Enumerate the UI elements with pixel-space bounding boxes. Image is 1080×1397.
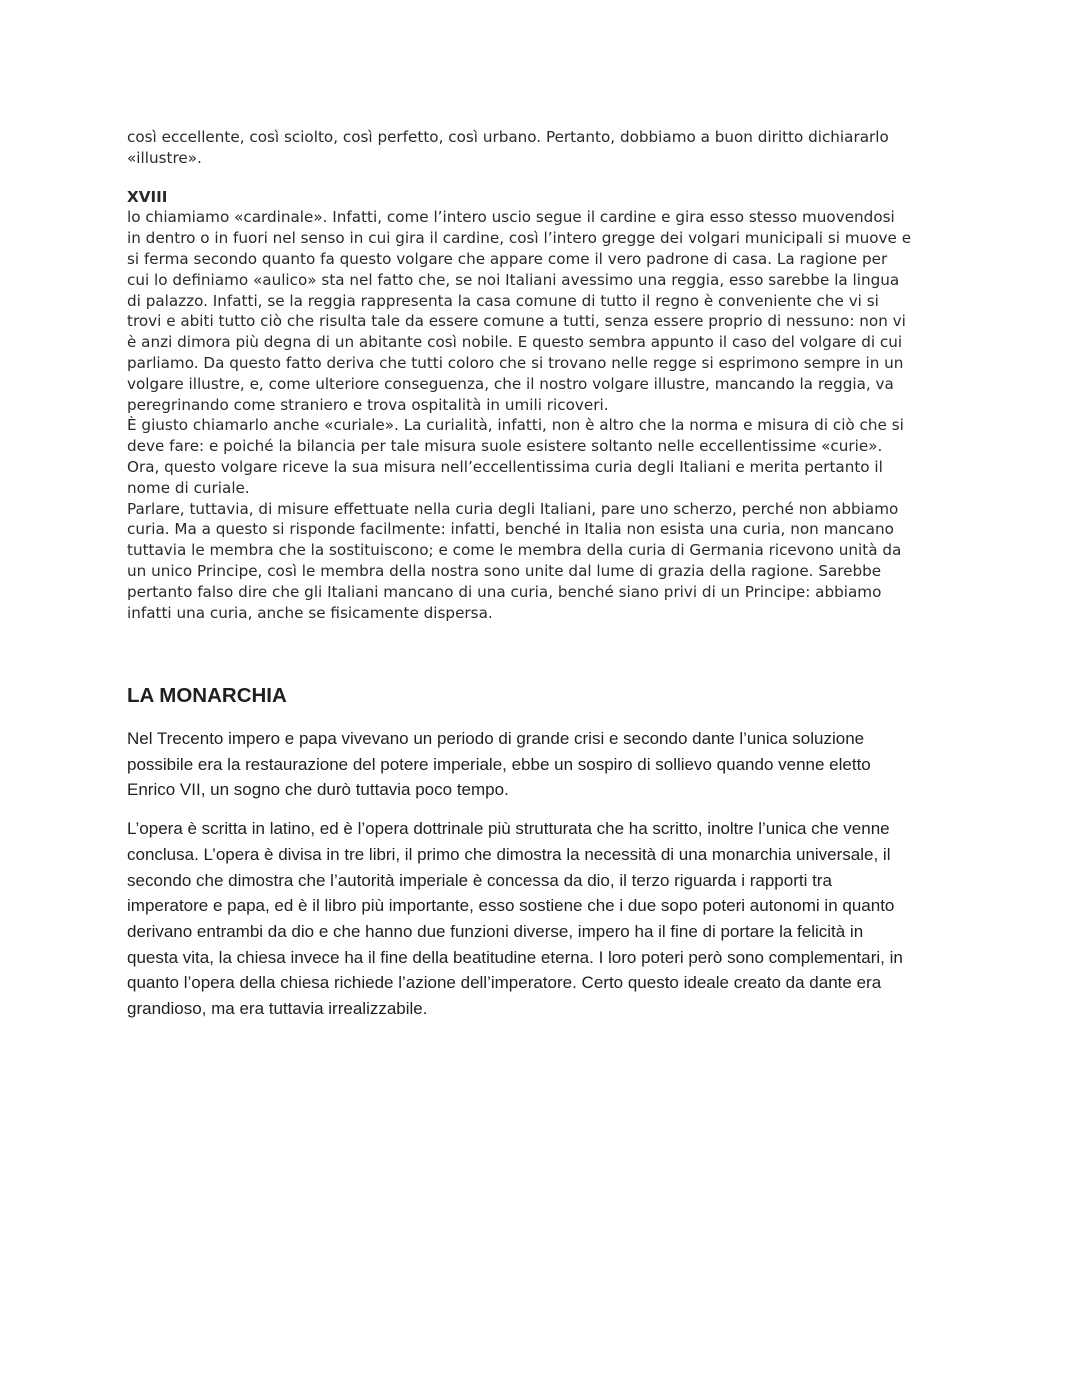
text-line: curia. Ma a questo si risponde facilmente: infatti, benché in Italia non esista una curia, non mancano <box>127 520 894 539</box>
text-line: tuttavia le membra che la sostituiscono; e come le membra della curia di Germania ricevono unità da <box>127 541 902 560</box>
section-body <box>127 726 957 1035</box>
text-line: Nel Trecento impero e papa vivevano un periodo di grande crisi e secondo dante l’unica soluzione <box>127 729 865 748</box>
text-line: è anzi dimora più degna di un abitante così nobile. E questo sembra appunto il caso del volgare di cui <box>127 333 903 352</box>
text-line: volgare illustre, e, come ulteriore conseguenza, che il nostro volgare illustre, mancando la reggia, va <box>127 374 894 393</box>
text-line: un unico Principe, così le membra della nostra sono unite dal lume di grazia della ragione. Sarebbe <box>127 561 882 580</box>
text-line: È giusto chiamarlo anche «curiale». La curialità, infatti, non è altro che la norma e misura di ciò che si <box>127 416 904 435</box>
text-line: conclusa. L’opera è divisa in tre libri, il primo che dimostra la necessità di una monarchia universale, il <box>127 844 891 864</box>
text-line: così eccellente, così sciolto, così perfetto, così urbano. Pertanto, dobbiamo a buon diritto dichiararlo <box>127 128 889 146</box>
text-line: pertanto falso dire che gli Italiani mancano di una curia, benché siano privi di un Principe: abbiamo <box>127 582 882 601</box>
text-line: quanto l’opera della chiesa richiede l’azione dell’imperatore. Certo questo ideale creato da dante era <box>127 973 882 993</box>
chapter-number: XVIII <box>127 187 168 206</box>
text-line: peregrinando come straniero e trova ospitalità in umili ricoveri. <box>127 395 609 414</box>
text-line: si ferma secondo quanto fa questo volgare che appare come il vero padrone di casa. La ragione per <box>127 249 888 268</box>
quoted-excerpt <box>127 127 957 623</box>
text-line: Ora, questo volgare riceve la sua misura nell’eccellentissima curia degli Italiani e merita pertanto il <box>127 457 883 476</box>
text-line: nome di curiale. <box>127 478 250 497</box>
text-line: lo chiamiamo «cardinale». Infatti, come l’intero uscio segue il cardine e gira esso stesso muovendosi <box>127 208 895 227</box>
document-page <box>127 127 957 1019</box>
body-paragraph-1 <box>127 726 957 803</box>
text-line: in dentro o in fuori nel senso in cui gira il cardine, così l’intero gregge dei volgari municipali si muove e <box>127 229 912 248</box>
excerpt-paragraph-3 <box>127 499 957 624</box>
text-line: questa vita, la chiesa invece ha il fine della beatitudine eterna. I loro poteri però sono complementari, in <box>127 947 903 967</box>
intro-paragraph <box>127 127 957 169</box>
text-line: parliamo. Da questo fatto deriva che tutti coloro che si trovano nelle regge si esprimono sempre in un <box>127 353 904 372</box>
paragraph-gap <box>127 169 957 187</box>
text-line: imperatore e papa, ed è il libro più importante, esso sostiene che i due sopo poteri autonomi in quanto <box>127 896 895 916</box>
excerpt-paragraph-1 <box>127 207 957 415</box>
text-line: Enrico VII, un sogno che durò tuttavia poco tempo. <box>127 780 509 800</box>
text-line: Parlare, tuttavia, di misure effettuate nella curia degli Italiani, pare uno scherzo, perché non abbiamo <box>127 499 899 518</box>
text-line: infatti una curia, anche se fisicamente dispersa. <box>127 603 493 622</box>
text-line: deve fare: e poiché la bilancia per tale misura suole esistere soltanto nelle eccellentissime «curie». <box>127 437 883 456</box>
text-line: secondo che dimostra che l’autorità imperiale è concessa da dio, il terzo riguarda i rapporti tra <box>127 870 832 890</box>
text-line: cui lo definiamo «aulico» sta nel fatto che, se noi Italiani avessimo una reggia, esso sarebbe la lingua <box>127 270 900 289</box>
text-line: L’opera è scritta in latino, ed è l’opera dottrinale più strutturata che ha scritto, inoltre l’unica che venne <box>127 819 890 839</box>
text-line: grandioso, ma era tuttavia irrealizzabile. <box>127 999 428 1019</box>
section-heading: LA MONARCHIA <box>127 684 287 707</box>
text-line: derivano entrambi da dio e che hanno due funzioni diverse, impero ha il fine di portare la felicità in <box>127 921 864 941</box>
text-line: trovi e abiti tutto ciò che risulta tale da essere comune a tutti, senza essere proprio di nessuno: non vi <box>127 312 906 331</box>
excerpt-paragraph-2 <box>127 415 957 498</box>
text-line: di palazzo. Infatti, se la reggia rappresenta la casa comune di tutto il regno è conveniente che vi si <box>127 291 879 310</box>
text-line: possibile era la restaurazione del potere imperiale, ebbe un sospiro di sollievo quando venne eletto <box>127 754 871 774</box>
body-paragraph-2 <box>127 816 957 1022</box>
text-line: «illustre». <box>127 148 202 167</box>
